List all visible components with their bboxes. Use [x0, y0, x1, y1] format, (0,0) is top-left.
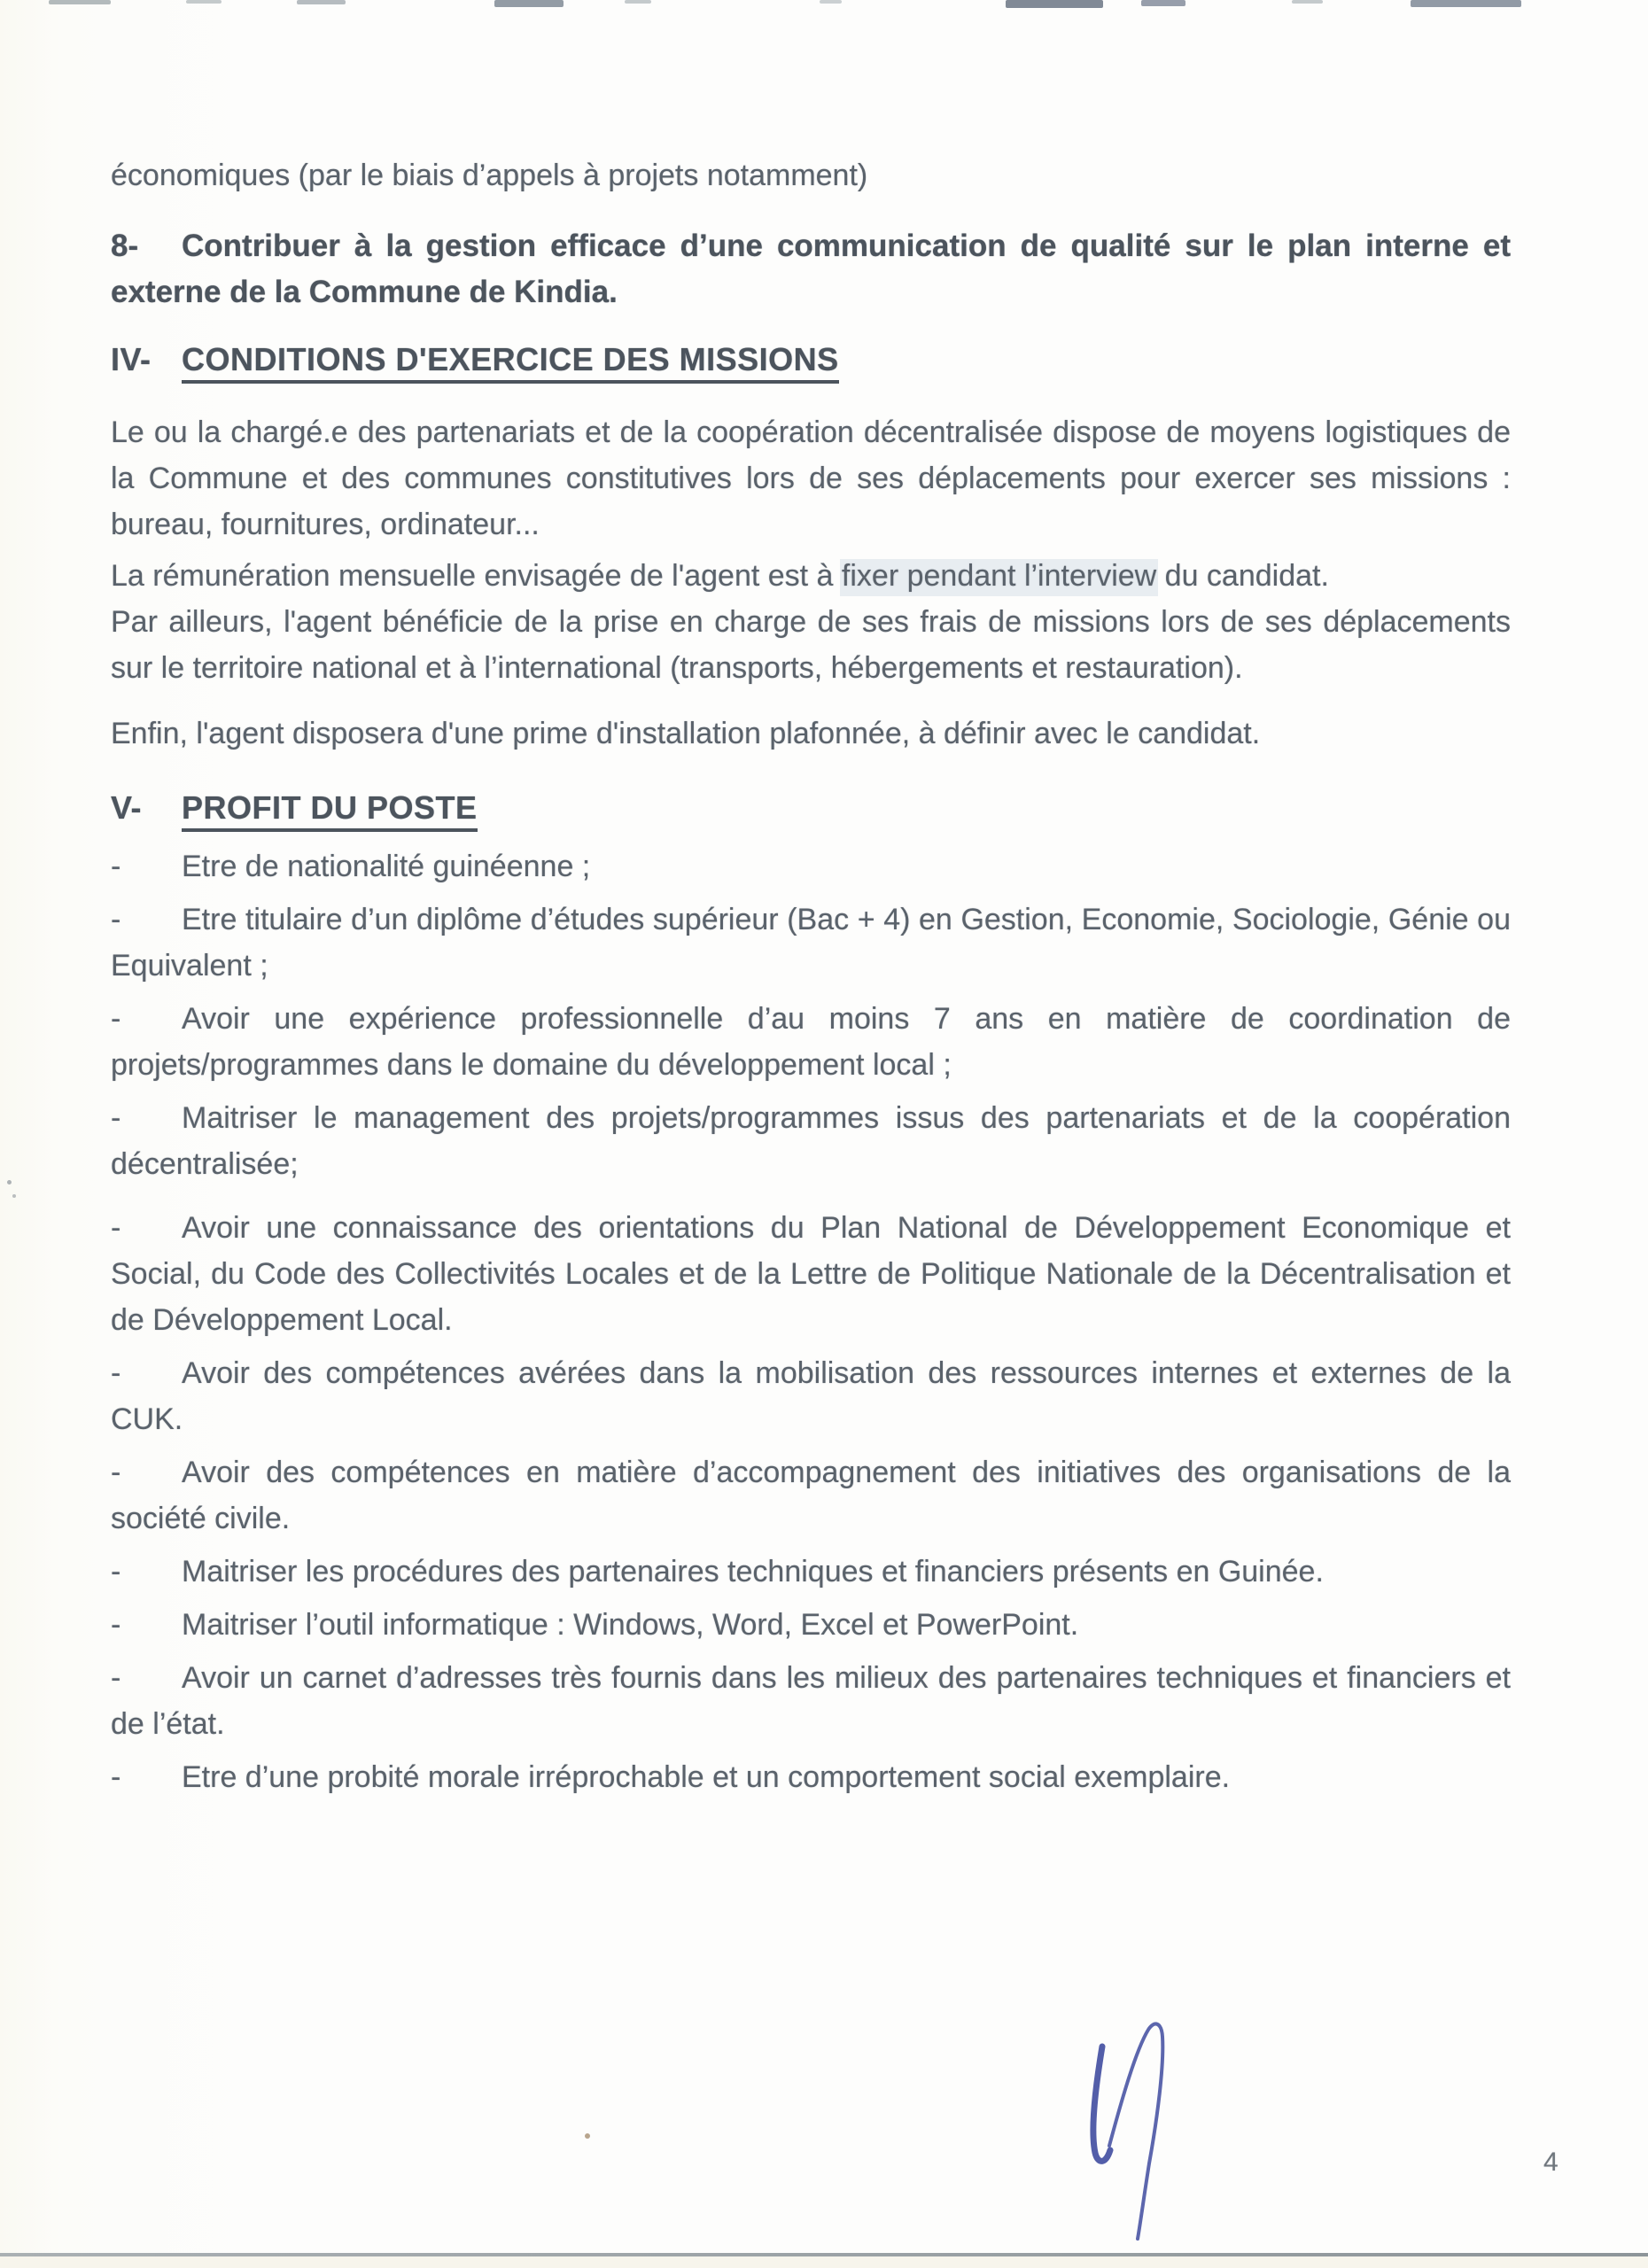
list-item: [111, 1205, 1511, 1343]
list-item-text: Avoir des compétences en matière d’accompagnement des initiatives des organisations de la société civile.: [111, 1456, 1511, 1535]
scan-speck: [7, 1180, 12, 1184]
paragraph-remuneration: [111, 553, 1511, 599]
list-item-dash: -: [111, 1356, 121, 1390]
list-item-dash: -: [111, 1211, 121, 1245]
list-item-dash: -: [111, 1608, 121, 1642]
list-item-text: Maitriser les procédures des partenaires techniques et financiers présents en Guinée.: [182, 1555, 1324, 1588]
section-heading-iv: [111, 337, 1511, 383]
mission-item-8-number: 8-: [111, 229, 139, 263]
paragraph-logistics: Le ou la chargé.e des partenariats et de la coopération décentralisée dispose de moyens logistiques de la Commune et des communes constitutives lors de ses déplacements pour exercer ses missions : bureau, fournitures, ordinateur...: [111, 416, 1511, 541]
list-item: [111, 897, 1511, 989]
list-item-dash: -: [111, 1002, 121, 1036]
remuneration-text-pre: La rémunération mensuelle envisagée de l'agent est à: [111, 559, 842, 593]
list-item-text: Etre d’une probité morale irréprochable et un comportement social exemplaire.: [182, 1760, 1231, 1794]
list-item: [111, 843, 1511, 889]
paragraph-frais-missions: Par ailleurs, l'agent bénéficie de la prise en charge de ses frais de missions lors de ses déplacements sur le territoire national et à l’international (transports, hébergements et restauration).: [111, 605, 1511, 685]
remuneration-text-highlighted: fixer pendant l’interview: [841, 559, 1157, 593]
list-item-text: Avoir une expérience professionnelle d’au moins 7 ans en matière de coordination de projets/programmes dans le domaine du développement local ;: [111, 1002, 1511, 1082]
document-body: [111, 0, 1511, 1800]
list-item: [111, 1655, 1511, 1747]
list-item-text: Maitriser l’outil informatique : Windows, Word, Excel et PowerPoint.: [182, 1608, 1079, 1642]
section-v-number: V-: [111, 789, 143, 826]
list-item-text: Avoir un carnet d’adresses très fournis dans les milieux des partenaires techniques et financiers et de l’état.: [111, 1661, 1511, 1741]
paragraph-prime-installation: Enfin, l'agent disposera d'une prime d'installation plafonnée, à définir avec le candidat.: [111, 717, 1261, 750]
scan-bottom-band: [0, 2256, 1648, 2268]
page-number: 4: [1543, 2148, 1559, 2177]
list-item-text: Maitriser le management des projets/programmes issus des partenariats et de la coopération décentralisée;: [111, 1101, 1511, 1181]
list-item: [111, 1549, 1511, 1595]
section-v-title: PROFIT DU POSTE: [182, 789, 478, 832]
list-item-text: Avoir une connaissance des orientations du Plan National de Développement Economique et Social, du Code des Collectivités Locales et de la Lettre de Politique Nationale de la Décentralisation et de Développement Local.: [111, 1211, 1511, 1337]
list-item: [111, 1602, 1511, 1648]
mission-item-8: [111, 223, 1511, 315]
section-iv-number: IV-: [111, 341, 152, 377]
list-item: [111, 1449, 1511, 1542]
list-item: [111, 1754, 1511, 1800]
list-item-text: Etre titulaire d’un diplôme d’études supérieur (Bac + 4) en Gestion, Economie, Sociologie, Génie ou Equivalent ;: [111, 903, 1511, 983]
scan-speck: [585, 2133, 590, 2139]
section-iv-title: CONDITIONS D'EXERCICE DES MISSIONS: [182, 341, 839, 384]
list-item: [111, 996, 1511, 1088]
list-item-dash: -: [111, 1555, 121, 1588]
signature-ink: [1054, 1998, 1205, 2259]
section-heading-v: [111, 785, 1511, 831]
list-item-dash: -: [111, 1456, 121, 1489]
list-item-text: Etre de nationalité guinéenne ;: [182, 850, 591, 883]
list-item-dash: -: [111, 1760, 121, 1794]
remuneration-text-post: du candidat.: [1156, 559, 1329, 593]
list-item-dash: -: [111, 903, 121, 936]
list-item-dash: -: [111, 1661, 121, 1695]
list-item-text: Avoir des compétences avérées dans la mobilisation des ressources internes et externes de la CUK.: [111, 1356, 1511, 1436]
scan-speck: [12, 1194, 16, 1198]
paragraph-intro-tail: économiques (par le biais d’appels à projets notamment): [111, 159, 868, 192]
list-item-dash: -: [111, 1101, 121, 1135]
list-item: [111, 1350, 1511, 1442]
list-item: [111, 1095, 1511, 1187]
list-item-dash: -: [111, 850, 121, 883]
mission-item-8-text: Contribuer à la gestion efficace d’une communication de qualité sur le plan interne et externe de la Commune de Kindia.: [111, 229, 1511, 309]
